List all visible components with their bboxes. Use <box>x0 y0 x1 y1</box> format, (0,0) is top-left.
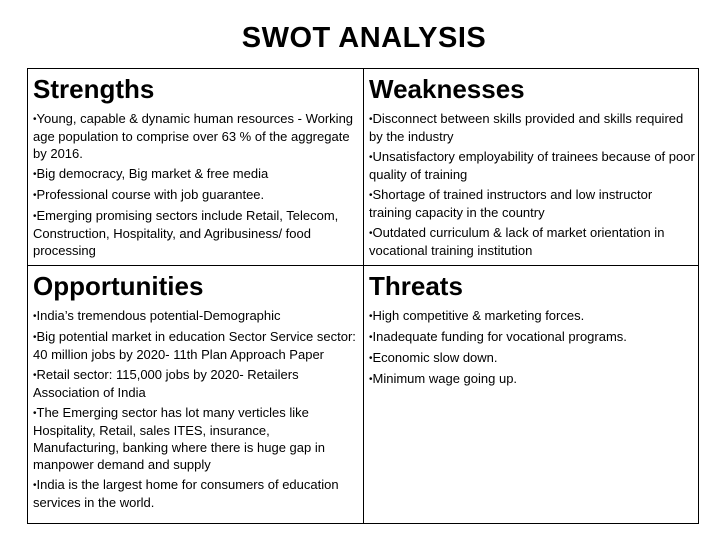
bullet-icon: • <box>33 332 37 343</box>
list-item <box>369 328 695 346</box>
threats-quadrant <box>364 266 699 524</box>
list-item <box>369 370 695 388</box>
bullet-icon: • <box>33 114 37 125</box>
page-title: SWOT ANALYSIS <box>241 22 487 54</box>
bullet-icon: • <box>33 480 37 491</box>
list-item-text: Outdated curriculum & lack of market orientation in vocational training institution <box>369 225 665 258</box>
list-item-text: Unsatisfactory employability of trainees because of poor quality of training <box>369 149 695 182</box>
list-item <box>33 404 359 473</box>
list-item <box>33 328 359 363</box>
list-item <box>369 186 695 221</box>
list-item-text: Shortage of trained instructors and low instructor training capacity in the country <box>369 187 653 220</box>
list-item-text: Young, capable & dynamic human resources - Working age population to comprise over 63 % of the aggregate by 2016. <box>33 111 354 161</box>
list-item <box>369 224 695 259</box>
bullet-icon: • <box>369 228 373 239</box>
list-item-text: India’s tremendous potential-Demographic <box>36 308 281 323</box>
opportunities-heading: Opportunities <box>33 271 204 301</box>
list-item-text: The Emerging sector has lot many verticles like Hospitality, Retail, sales ITES, insurance, Manufacturing, banking where there is huge gap in manpower demand and supply <box>33 405 325 472</box>
bullet-icon: • <box>369 332 373 343</box>
strengths-quadrant <box>28 69 363 265</box>
list-item-text: Retail sector: 115,000 jobs by 2020- Retailers Association of India <box>33 367 299 400</box>
strengths-list <box>33 110 359 259</box>
list-item <box>369 349 695 367</box>
list-item <box>33 476 359 511</box>
list-item-text: Emerging promising sectors include Retail, Telecom, Construction, Hospitality, and Agribusiness/ food processing <box>33 208 339 258</box>
weaknesses-quadrant <box>364 69 699 265</box>
list-item-text: Big democracy, Big market & free media <box>36 166 269 181</box>
list-item-text: Professional course with job guarantee. <box>36 187 265 202</box>
list-item <box>369 148 695 183</box>
list-item <box>33 186 359 204</box>
bullet-icon: • <box>33 169 37 180</box>
list-item-text: Disconnect between skills provided and skills required by the industry <box>369 111 684 144</box>
bullet-icon: • <box>33 311 37 322</box>
strengths-heading: Strengths <box>33 74 155 104</box>
list-item-text: Big potential market in education Sector Service sector: 40 million jobs by 2020- 11th Plan Approach Paper <box>33 329 356 362</box>
bullet-icon: • <box>369 114 373 125</box>
weaknesses-heading: Weaknesses <box>369 74 525 104</box>
threats-heading: Threats <box>369 271 463 301</box>
bullet-icon: • <box>369 374 373 385</box>
list-item <box>33 307 359 325</box>
bullet-icon: • <box>33 408 37 419</box>
opportunities-quadrant <box>28 266 363 524</box>
opportunities-list <box>33 307 359 511</box>
list-item <box>33 110 359 162</box>
list-item <box>369 110 695 145</box>
bullet-icon: • <box>33 211 37 222</box>
list-item-text: High competitive & marketing forces. <box>372 308 585 323</box>
weaknesses-list <box>369 110 695 259</box>
bullet-icon: • <box>369 311 373 322</box>
list-item <box>33 207 359 259</box>
swot-grid <box>27 68 699 524</box>
list-item-text: Inadequate funding for vocational programs. <box>372 329 627 344</box>
list-item-text: Minimum wage going up. <box>372 371 518 386</box>
bullet-icon: • <box>369 152 373 163</box>
bullet-icon: • <box>369 353 373 364</box>
list-item <box>33 165 359 183</box>
bullet-icon: • <box>33 190 37 201</box>
list-item <box>33 366 359 401</box>
bullet-icon: • <box>33 370 37 381</box>
list-item <box>369 307 695 325</box>
list-item-text: Economic slow down. <box>372 350 498 365</box>
bullet-icon: • <box>369 190 373 201</box>
list-item-text: India is the largest home for consumers of education services in the world. <box>33 477 339 510</box>
threats-list <box>369 307 695 388</box>
